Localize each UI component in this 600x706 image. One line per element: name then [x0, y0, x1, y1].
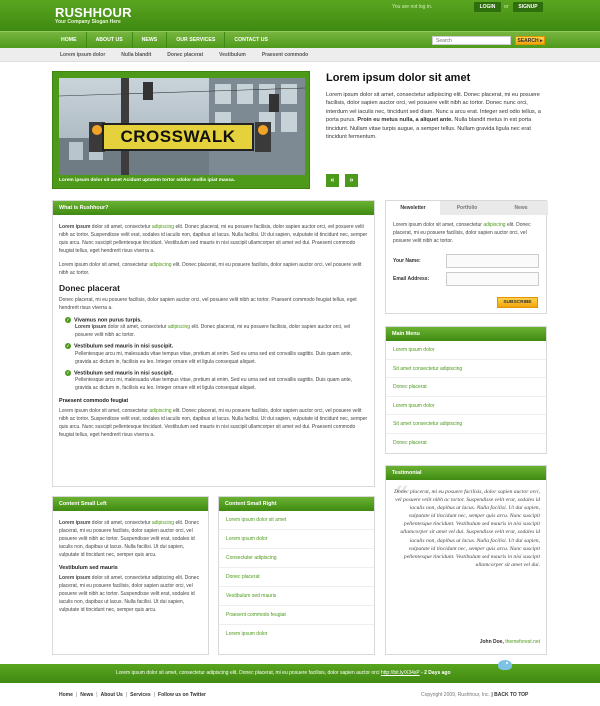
main-menu-item[interactable]: Donec placerat: [393, 439, 427, 446]
featured-text-body: Lorem ipsum dolor sit amet, consectetur adipiscing elit. Donec placerat, mi eu posuere facilisis, dolor sapien auctor orci, vel posuere velit nibh ac tortor. Donec nunc orci, interdum vel iaculis nec, tincidunt sed diam. Nunc a arcu erat. Integer sed odio tellus, a porta purus.: [326, 92, 541, 124]
footer-link-twitter[interactable]: Follow us on Twitter: [158, 692, 206, 698]
check-icon: ✓: [66, 369, 70, 375]
nav-item-news[interactable]: NEWS: [133, 32, 168, 49]
small-right-item[interactable]: Vestibulum sed mauris: [219, 587, 374, 606]
subnav-item[interactable]: Nulla blandit: [121, 52, 152, 58]
about-paragraph-1: Lorem ipsum dolor sit amet, consectetur adipiscing elit. Donec placerat, mi eu posuere facilisis, dolor sapien auctor orci, vel posuere velit nibh ac tortor. Suspendisse velit erat, sodales id iaculis non, dapibus ut lacus. Nulla facilisi. Ut dui sapien, vulputate id tincidunt nec, semper quis arcu. Nunc suscipit pellentesque tincidunt. Vestibulum sed mauris in nisi suscipit ullamcorper sit amet vel dui. Praesent commodo feugiat tellus, eget hendrerit risus viverra a.: [59, 224, 368, 254]
logo[interactable]: RUSHHOUR: [55, 5, 132, 20]
footer-links: Home | News | About Us | Services | Follow us on Twitter: [59, 692, 206, 698]
nav-item-about-us[interactable]: ABOUT US: [87, 32, 133, 49]
subscribe-button[interactable]: SUBSCRIBE: [497, 297, 538, 308]
nav-items: [52, 32, 277, 49]
check-icon: ✓: [66, 317, 70, 322]
tab-news[interactable]: News: [514, 205, 528, 211]
list-item-text: Lorem ipsum dolor sit amet, consectetur adipiscing elit. Donec placerat, mi eu posuere facilisis, dolor sapien auctor orci, vel posuere velit nibh ac tortor.: [75, 324, 351, 339]
adipiscing-link[interactable]: adipiscing: [151, 224, 175, 230]
testimonial-header: Testimonial: [386, 466, 546, 480]
list-item-text: Pellentesque arcu mi, malesuada vitae tempus vitae, pretium at enim. Sed eu urna sed est convallis sagittis. Duis quam ante, gravida ac dictum in, facilisis eu leo. Integer ornare elit et ligula consequat aliquet.: [75, 350, 353, 365]
tab-newsletter[interactable]: Newsletter: [386, 201, 440, 215]
signup-button[interactable]: SIGNUP: [513, 2, 543, 12]
featured-text-bold: Proin eu metus nulla, a aliquet ante.: [357, 117, 453, 124]
subnav-item[interactable]: Lorem ipsum dolor: [60, 52, 106, 58]
small-left-paragraph-1: Lorem ipsum dolor sit amet, consectetur adipiscing elit. Donec placerat, mi eu posuere facilisis, dolor sapien auctor orci, vel posuere velit nibh ac tortor. Suspendisse velit erat, sodales id iaculis non, dapibus ut lacus. Nulla facilisi. Ut dui sapien, vulputate id tincidunt nec, semper quis arcu.: [59, 520, 200, 558]
login-status: You are not log in.: [392, 4, 433, 10]
footer-link-news[interactable]: News: [80, 692, 94, 698]
small-left-header: Content Small Left: [53, 497, 208, 511]
header: [0, 0, 600, 31]
slogan: Your Company Slogan Here: [55, 19, 121, 25]
featured-slider: [52, 71, 310, 189]
content-small-right: [218, 496, 375, 655]
sidebar-tabs: [386, 201, 548, 215]
quote-icon: “: [394, 480, 409, 513]
list-item-title: ✓ Vestibulum sed mauris in nisi suscipit.: [66, 369, 174, 377]
subnav-item[interactable]: Vestibulum: [219, 52, 246, 58]
subnav-item[interactable]: Praesent commodo: [261, 52, 309, 58]
tab-portfolio[interactable]: Portfolio: [456, 205, 478, 211]
about-subheading: Praesent commodo feugiat: [59, 398, 129, 405]
small-right-item[interactable]: Lorem ipsum dolor sit amet: [219, 511, 374, 530]
about-paragraph-2: Lorem ipsum dolor sit amet, consectetur adipiscing elit. Donec placerat, mi eu posuere facilisis, dolor sapien auctor orci, vel posuere velit nibh ac tortor.: [59, 262, 362, 276]
name-field[interactable]: [446, 254, 539, 268]
about-heading: Donec placerat: [59, 283, 120, 293]
nav-item-our-services[interactable]: OUR SERVICES: [167, 32, 225, 49]
small-left-heading: Vestibulum sed mauris: [59, 565, 118, 571]
newsletter-text: Lorem ipsum dolor sit amet, consectetur adipiscing elit. Donec placerat, mi eu posuere facilisis, dolor sapien auctor orci, vel posuere velit nibh ac tortor.: [393, 222, 531, 244]
about-paragraph-3: Donec placerat, mi eu posuere facilisis, dolor sapien auctor orci, vel posuere velit nibh ac tortor. Praesent commodo feugiat tellus, eget hendrerit risus viverra a.: [59, 297, 357, 311]
small-right-item[interactable]: Praesent commodo feugiat: [219, 606, 374, 625]
main-menu-item[interactable]: Sit amet consectetur adipiscing: [386, 360, 546, 379]
content-small-left: [52, 496, 209, 655]
check-icon: ✓: [66, 343, 70, 349]
subnav-items: [52, 48, 316, 62]
about-list: [59, 317, 368, 392]
login-bar: [388, 2, 546, 12]
or-text: or: [504, 4, 509, 10]
testimonial-source-link[interactable]: themeforest.net: [505, 639, 540, 645]
about-paragraph-4: Lorem ipsum dolor sit amet, consectetur adipiscing elit. Donec placerat, mi eu posuere facilisis, dolor sapien auctor orci, vel posuere velit nibh ac tortor. Suspendisse velit erat, sodales id iaculis non, dapibus ut lacus. Nulla facilisi. Ut dui sapien, vulputate id tincidunt nec, semper quis arcu. Nunc suscipit pellentesque tincidunt. Vestibulum sed mauris in nisi suscipit ullamcorper sit amet vel dui. Praesent commodo feugiat tellus, eget hendrerit risus viverra a.: [59, 408, 368, 439]
twitter-bird-eye: [506, 662, 508, 664]
copyright: Copyright 2009, Rushhour, Inc. | BACK TO TOP: [421, 692, 529, 698]
list-item-text: Pellentesque arcu mi, malesuada vitae tempus vitae, pretium at enim. Sed eu urna sed est convallis sagittis. Duis quam ante, gravida ac dictum in, facilisis eu leo. Integer ornare elit et ligula consequat aliquet.: [75, 377, 353, 392]
featured-photo: [59, 78, 305, 175]
latest-tweet: Lorem ipsum dolor sit amet, consectetur adipiscing elit. Donec placerat, mi eu posuere facilisis, dolor sapien auctor orci http://bit.ly/X34sP - 2 Days ago: [116, 670, 451, 676]
list-item-title: ✓ Vestibulum sed mauris in nisi suscipit.: [66, 343, 174, 350]
small-right-item[interactable]: Lorem ipsum dolor: [226, 631, 268, 637]
footer-link-home[interactable]: Home: [59, 692, 73, 698]
footer-link-about-us[interactable]: About Us: [100, 692, 123, 698]
main-menu-item[interactable]: Sit amet consectetur adipiscing: [386, 415, 546, 434]
back-to-top-link[interactable]: | BACK TO TOP: [491, 692, 529, 698]
twitter-bird-icon: [498, 660, 512, 670]
small-left-paragraph-2: Lorem ipsum dolor sit amet, consectetur adipiscing elit. Donec placerat, mi eu posuere facilisis, dolor sapien auctor orci, vel posuere velit nibh ac tortor. Suspendisse velit erat, sodales id iaculis non, dapibus ut lacus. Nulla facilisi. Ut dui sapien, vulputate id tincidunt nec, semper quis arcu.: [59, 575, 200, 613]
main-menu-item[interactable]: Lorem ipsum dolor: [386, 341, 546, 360]
nav-item-home[interactable]: HOME: [52, 32, 87, 49]
testimonial-box: [385, 465, 547, 655]
main-menu-item[interactable]: Donec placerat: [386, 378, 546, 397]
email-field[interactable]: [446, 272, 539, 286]
featured-caption: Lorem ipsum dolor sit amet Acidunt uptatem tortor sdolor mollis ipiat massa.: [59, 178, 235, 183]
sub-nav: [0, 48, 600, 62]
adipiscing-link[interactable]: adipiscing: [151, 520, 175, 526]
featured-text-tail: Nulla blandit metus in est porta tincidunt. Nullam vitae turpis augue, a semper tellus. Nullam gravida ligula nec erat tincidunt fermentum.: [326, 117, 532, 141]
featured-title: Lorem ipsum dolor sit amet: [326, 72, 471, 84]
testimonial-quote: Donec placerat, mi eu posuere facilisis, dolor sapien auctor orci, vel posuere velit nibh ac tortor. Suspendisse velit erat, sodales id iaculis non, dapibus ut lacus. Nulla facilisi. Ut dui sapien, vulputate id tincidunt nec, semper quis arcu. Nunc suscipit pellentesque tincidunt. Vestibulum sed mauris in nisi suscipit ullamcorper sit amet vel dui. Suspendisse velit erat, sodales id iaculis non, dapibus ut lacus. Nulla facilisi. Ut dui sapien, vulputate id tincidunt nec, semper quis arcu. Nunc suscipit pellentesque tincidunt. Vestibulum sed mauris in nisi suscipit ullamcorper sit amet vel dui.: [394, 489, 540, 568]
search-button[interactable]: SEARCH ▸: [515, 36, 545, 45]
list-item-title: ✓ Vivamus non purus turpis.: [66, 317, 142, 324]
testimonial-author: John Doe, themeforest.net: [479, 639, 540, 645]
about-box: [52, 200, 375, 487]
adipiscing-link[interactable]: adipiscing: [149, 408, 172, 415]
small-right-item[interactable]: Consectuter adipiscing: [219, 549, 374, 568]
name-label: Your Name:: [393, 258, 421, 264]
main-nav: [0, 31, 600, 48]
nav-item-contact-us[interactable]: CONTACT US: [234, 37, 268, 43]
footer-link-services[interactable]: Services: [130, 692, 151, 698]
small-right-header: Content Small Right: [219, 497, 374, 511]
newsletter-box: [385, 200, 547, 314]
small-right-item[interactable]: Donec placerat: [219, 568, 374, 587]
adipiscing-link[interactable]: adipiscing: [483, 222, 506, 228]
slider-next-button[interactable]: »: [345, 174, 358, 187]
small-right-item[interactable]: Lorem ipsum dolor: [219, 530, 374, 549]
adipiscing-link[interactable]: adipiscing: [167, 324, 191, 331]
slider-prev-button[interactable]: «: [326, 174, 339, 187]
main-menu-item[interactable]: Lorem ipsum dolor: [386, 397, 546, 416]
search-input[interactable]: [432, 36, 511, 45]
tweet-link[interactable]: http://bit.ly/X34sP: [380, 670, 420, 676]
login-button[interactable]: LOGIN: [474, 2, 501, 12]
email-label: Email Address:: [393, 276, 430, 282]
main-menu-header: Main Menu: [386, 327, 546, 341]
footer: [0, 683, 600, 706]
main-menu-box: [385, 326, 547, 454]
about-header: What is Rushhour?: [53, 201, 374, 215]
featured-text: [326, 91, 546, 141]
subnav-item[interactable]: Donec placerat: [167, 52, 204, 58]
adipiscing-link[interactable]: adipiscing: [149, 262, 172, 268]
crosswalk-sign-text: CROSSWALK: [120, 127, 236, 146]
